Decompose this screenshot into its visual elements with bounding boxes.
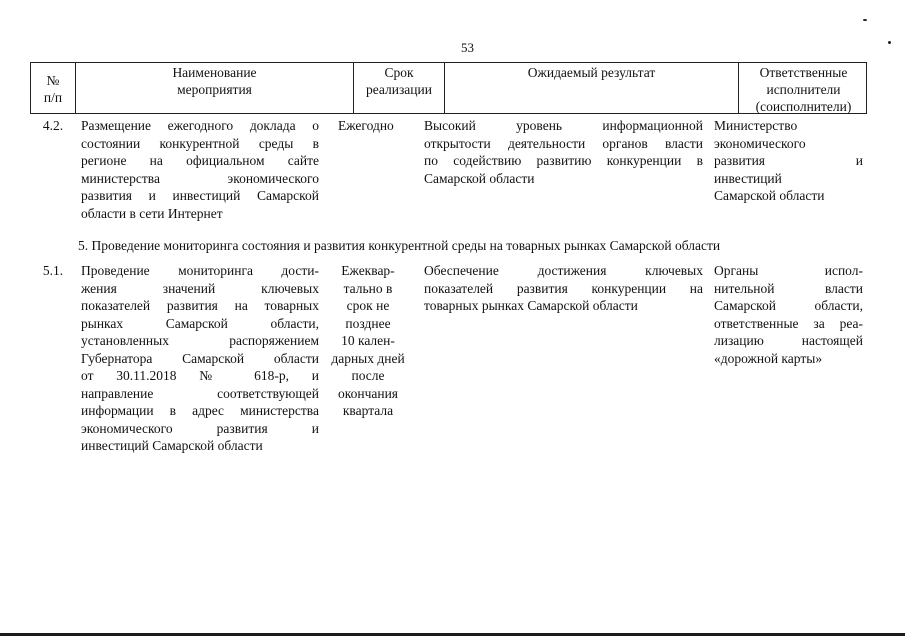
text-line: тально в xyxy=(343,280,393,296)
row-term xyxy=(320,262,416,420)
row-term: Ежегодно xyxy=(338,118,394,133)
header-number: № п/п xyxy=(43,73,63,105)
text-line: срок не xyxy=(346,298,390,313)
text-line: рынках Самарской области, xyxy=(81,315,319,331)
row-name xyxy=(81,262,319,455)
text-line: лизацию настоящей xyxy=(714,333,863,348)
text-line: Губернатора Самарской области xyxy=(81,350,319,366)
row-number: 4.2. xyxy=(42,118,64,133)
text-line: 10 кален- xyxy=(341,333,395,348)
text-line: экономического xyxy=(714,135,806,151)
text-line: нительной власти xyxy=(714,280,863,296)
text-line: «дорожной карты» xyxy=(714,350,823,366)
text-line: ответственные за реа- xyxy=(714,315,863,331)
text-line: от 30.11.2018 № 618-р, и xyxy=(81,368,319,383)
header-name: Наименование мероприятия xyxy=(172,65,257,97)
text-line: инвестиций xyxy=(714,170,782,186)
text-line: направление соответствующей xyxy=(81,385,319,401)
row-result xyxy=(424,117,703,187)
scan-speck xyxy=(888,41,891,44)
text-line: Органы испол- xyxy=(714,263,863,278)
text-line: Самарской области xyxy=(714,188,825,203)
bottom-rule xyxy=(0,633,905,636)
text-line: министерства экономического xyxy=(81,170,319,186)
text-line: регионе на официальном сайте xyxy=(81,153,319,168)
text-line: позднее xyxy=(345,315,391,331)
header-result: Ожидаемый результат xyxy=(527,65,656,80)
table-header xyxy=(30,62,867,114)
text-line: развития и xyxy=(714,153,863,168)
text-line: жения значений ключевых xyxy=(81,280,319,296)
text-line: информации в адрес министерства xyxy=(81,403,319,418)
text-line: открытости деятельности органов власти xyxy=(424,135,703,151)
row-number: 5.1. xyxy=(42,263,64,278)
page-number: 53 xyxy=(461,40,474,55)
text-line: после xyxy=(351,368,385,383)
text-line: экономического развития и xyxy=(81,420,319,436)
text-line: состоянии конкурентной среды в xyxy=(81,135,319,151)
text-line: показателей развития конкуренции на xyxy=(424,280,703,296)
row-name xyxy=(81,117,319,222)
text-line: по содействию развитию конкуренции в xyxy=(424,153,703,168)
text-line: дарных дней xyxy=(331,350,405,366)
text-line: развития и инвестиций Самарской xyxy=(81,188,319,203)
text-line: Обеспечение достижения ключевых xyxy=(424,263,703,278)
text-line: Министерство xyxy=(714,118,798,133)
text-line: Проведение мониторинга дости- xyxy=(81,263,319,278)
row-result xyxy=(424,262,703,315)
text-line: области в сети Интернет xyxy=(81,205,223,221)
scan-speck xyxy=(863,19,867,21)
text-line: товарных рынках Самарской области xyxy=(424,298,638,313)
text-line: Ежеквар- xyxy=(341,263,395,278)
row-responsible xyxy=(714,262,863,367)
header-responsible: Ответственные исполнители (соисполнители) xyxy=(755,65,852,114)
section-title: 5. Проведение мониторинга состояния и развития конкурентной среды на товарных рынках Самарской области xyxy=(78,238,721,253)
row-responsible xyxy=(714,117,863,205)
text-line: Самарской области, xyxy=(714,298,863,313)
header-term: Срок реализации xyxy=(366,65,432,97)
text-line: Размещение ежегодного доклада о xyxy=(81,118,319,133)
text-line: инвестиций Самарской области xyxy=(81,438,263,453)
text-line: Самарской области xyxy=(424,170,535,186)
text-line: квартала xyxy=(342,403,394,418)
text-line: окончания xyxy=(337,385,399,401)
text-line: Высокий уровень информационной xyxy=(424,118,703,133)
text-line: установленных распоряжением xyxy=(81,333,319,348)
text-line: показателей развития на товарных xyxy=(81,298,319,313)
